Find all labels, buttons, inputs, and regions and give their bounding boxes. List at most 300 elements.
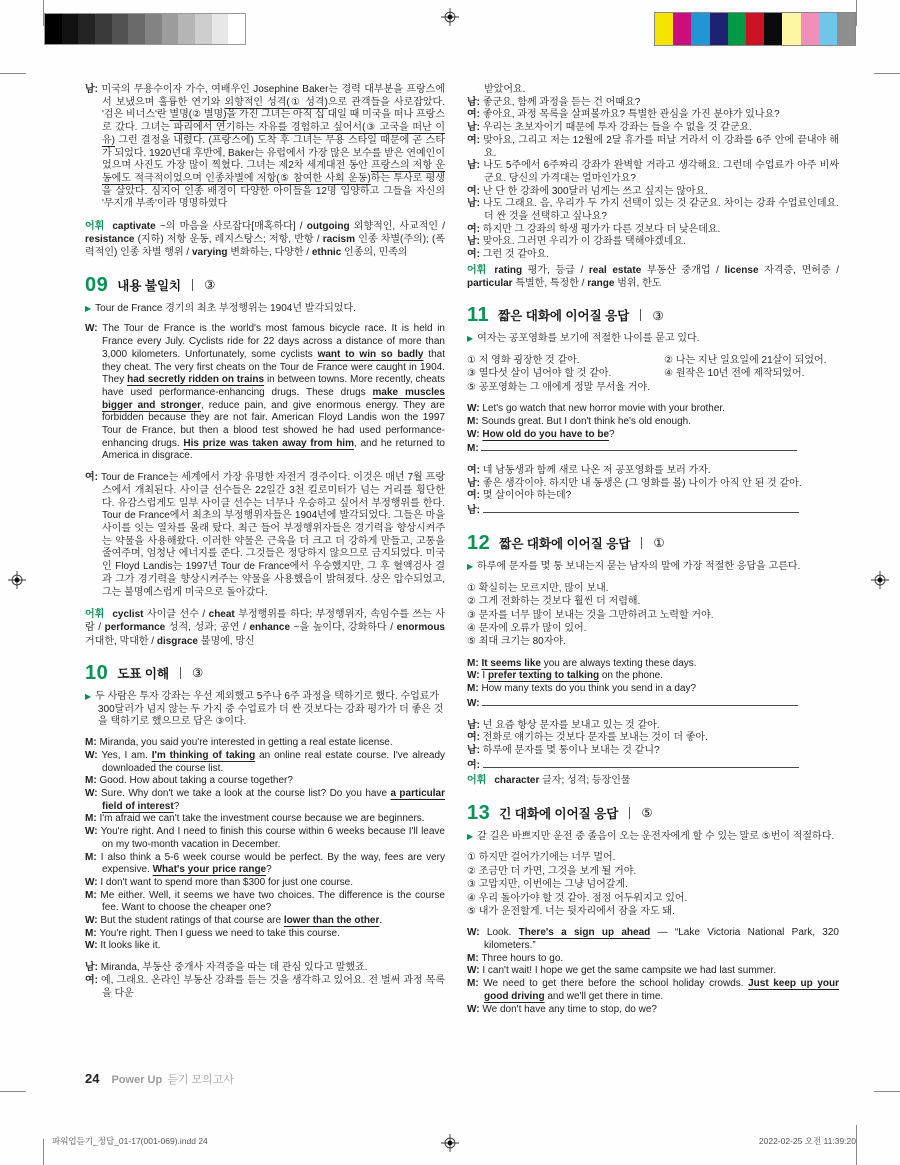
option-item: ④ 원작은 10년 전에 제작되었어.	[664, 368, 805, 380]
text-segment: enhance	[249, 622, 291, 634]
vocabulary-block	[467, 774, 839, 787]
text-segment: you are always texting these days.	[540, 657, 697, 669]
speaker-label: 여:	[467, 185, 483, 197]
arrow-icon: ▶	[85, 691, 92, 701]
calibration-swatch	[837, 13, 855, 45]
dialogue-line	[467, 503, 839, 518]
vocab-label: 어휘	[85, 609, 105, 621]
text-segment: 외향적인 성격(① 성격)	[224, 96, 328, 108]
calibration-swatch	[178, 14, 195, 44]
text-segment: How old do you have to be	[482, 428, 610, 440]
speaker-label: 여:	[467, 134, 484, 146]
dialogue-line	[467, 109, 839, 122]
text-segment: had secretly ridden on trains	[127, 374, 265, 386]
dialogue-line	[467, 236, 839, 249]
text-segment: lower than the other	[283, 915, 380, 927]
speaker-label: W:	[467, 927, 487, 939]
text-segment: 성적, 성과; 공연 /	[165, 622, 250, 634]
speaker-label: M:	[85, 737, 100, 749]
text-segment: 미국의 무용수이자 가수, 여배우인 Josephine Baker는 경력 대부분을 프랑스에서 보냈으며 훌륭한 연기와	[101, 84, 445, 108]
explanation-note	[467, 831, 839, 844]
explanation-note	[467, 561, 839, 574]
calibration-swatch	[710, 13, 728, 45]
text-segment: ?	[609, 428, 615, 440]
text-segment: range	[587, 278, 615, 290]
dialogue-line	[467, 658, 839, 671]
text-segment: 그런 결정을 내렸다. (프랑스에) 도착 후 그녀는 무용 스타일 때문에 곧 스타가 되었다. 1920년대 후반에, Baker는 유럽에서 가장 많은 보수를 받은 연예인이었으며 사진도 가장 많이 찍혔다. 그녀는 제2차 세계대전 동안	[102, 134, 445, 172]
text-segment: We don't have any time to stop, do we?	[482, 1003, 657, 1015]
dialogue-line	[467, 965, 839, 978]
text-segment: 네 남동생과 함께 새로 나온 저 공포영화를 보러 가자.	[482, 465, 711, 477]
section-number: 13	[467, 801, 491, 824]
text-segment: 평가, 등급 /	[522, 264, 589, 276]
text-segment: 부동산 중개업 /	[641, 264, 725, 276]
calibration-swatch	[746, 13, 764, 45]
dialogue-line	[467, 403, 839, 416]
speaker-label: W:	[85, 788, 102, 800]
text-segment: 불명예, 망신	[198, 635, 255, 647]
dialogue-line	[467, 465, 839, 478]
text-segment: 변화하는, 다양한 /	[227, 247, 312, 259]
text-segment: real estate	[588, 264, 642, 276]
calibration-swatch	[112, 14, 129, 44]
dialogue-line	[85, 323, 445, 463]
dialogue-line	[467, 758, 839, 773]
speaker-label: W:	[85, 940, 101, 952]
text-segment: I	[482, 670, 488, 682]
speaker-label: W:	[467, 697, 483, 709]
section-title: 긴 대화에 이어질 응답	[499, 806, 619, 821]
separator	[641, 537, 642, 549]
text-segment: ?	[173, 800, 180, 812]
dialogue-line	[85, 852, 445, 877]
spacer	[467, 456, 839, 465]
text-segment: , reduce pain, and give enormous energy. They are forbidden because they are not fair. American Floyd Landis won the 1997 Tour de France, but then a blood test showed he had used performance-enhancing drugs.	[102, 399, 445, 449]
text-segment: 인종 차별(주의); (폭력적인) 인종 차별 행위 /	[85, 234, 445, 259]
dialogue-line	[85, 826, 445, 851]
calibration-swatch	[691, 13, 709, 45]
text-segment: 으로 관객들을 사로잡았다. '검은 비너스'란	[102, 96, 445, 121]
text-segment: Look.	[486, 927, 519, 939]
response-blank	[483, 503, 799, 513]
text-segment: What's your price range	[152, 864, 267, 876]
left-column	[85, 84, 445, 1016]
arrow-icon: ▶	[467, 831, 474, 841]
speaker-label: M:	[85, 927, 100, 939]
separator	[629, 807, 630, 819]
text-segment: I also think a 5-6 week course would be perfect. By the way, fees are very expensive.	[100, 851, 445, 876]
speaker-label: 여:	[85, 974, 102, 986]
book-title-rest: 듣기 모의고사	[167, 1074, 235, 1086]
text-segment: Miranda, you said you're interested in getting a real estate license.	[99, 737, 393, 749]
option-item: ③ 문자를 너무 많이 보내는 것을 그만하려고 노력할 거야.	[467, 609, 714, 621]
text-segment: 사이클 선수 /	[143, 609, 209, 621]
speaker-label: 남:	[85, 962, 101, 974]
spacer	[85, 953, 445, 962]
text-segment: (지하) 저항 운동, 레지스탕스; 저항, 반항 /	[134, 234, 323, 246]
explanation-note	[85, 303, 445, 316]
text-segment: 맞아요, 그리고 저는 12월에 2달 휴가를 떠날 거라서 이 강좌를 6주 안에 끝내야 해요.	[483, 134, 839, 159]
book-title-bold: Power Up	[111, 1074, 163, 1086]
option-item: ① 확실히는 모르지만, 많이 보내.	[467, 582, 609, 594]
text-segment: ~을 높이다, 강화하다 /	[290, 622, 397, 634]
speaker-label: M:	[467, 952, 482, 964]
section-title: 도표 이해	[117, 666, 170, 681]
text-segment: ethnic	[311, 247, 342, 259]
text-segment: Sure. Why don't we take a look at the course list? Do you have	[101, 788, 391, 800]
text-segment: 전화로 얘기하는 것보다 문자를 보내는 것이 더 좋아.	[482, 732, 708, 744]
calibration-swatch	[655, 13, 673, 45]
dialogue-line	[85, 928, 445, 941]
speaker-label: W:	[467, 670, 483, 682]
speaker-label: W:	[85, 915, 101, 927]
text-segment: 인종의, 민족의	[341, 247, 408, 259]
explanation-note	[85, 691, 445, 729]
text-segment: I'm afraid we can't take the investment course because we are beginners.	[99, 813, 425, 825]
dialogue-line	[467, 953, 839, 966]
page-number: 24	[85, 1071, 100, 1086]
speaker-label: 남:	[467, 505, 483, 517]
vocabulary-block	[85, 220, 445, 260]
option-item: ④ 우리 돌아가야 할 것 같아. 점점 어두워지고 있어.	[467, 892, 688, 904]
right-column	[467, 84, 839, 1016]
text-segment: 갈 길은 바쁘지만 운전 중 졸음이 오는 운전자에게 할 수 있는 말로 ⑤번이 적절하다.	[477, 830, 835, 842]
text-segment: 거대한, 막대한 /	[85, 635, 157, 647]
text-segment: prefer texting to talking	[487, 670, 600, 682]
dialogue-line	[85, 788, 445, 813]
text-segment: 두 사람은 투자 강좌는 우선 제외했고 5주나 6주 과정을 택하기로 했다. 수업료가 300달러가 넘지 않는 두 가지 중 수업료가 더 싼 것보다는 강좌 평가가 더 좋은 것을 택하기로 했으므로 답은 ③이다.	[95, 690, 444, 728]
text-segment: It looks like it.	[100, 940, 161, 952]
crop-mark	[856, 0, 857, 26]
dialogue-line	[467, 122, 839, 135]
dialogue-line	[85, 890, 445, 915]
dialogue-line	[467, 683, 839, 696]
option-item: ② 조금만 더 가면, 그것을 보게 될 거야.	[467, 865, 637, 877]
calibration-swatch	[62, 14, 79, 44]
text-segment: You're right. Then I guess we need to take this course.	[99, 927, 340, 939]
text-segment: 나도 5주에서 6주짜리 강좌가 완벽할 거라고 생각해요. 그런데 수업료가 아주 비싸군요. 당신의 가격대는 얼마인가요?	[483, 160, 839, 184]
calibration-swatch	[45, 14, 62, 44]
dialogue-line	[85, 750, 445, 775]
page-footer	[85, 1071, 234, 1087]
spacer	[467, 711, 839, 720]
text-segment: resistance	[85, 234, 135, 246]
speaker-label: M:	[467, 443, 482, 455]
text-segment: 우리는 초보자이기 때문에 투자 강좌는 들을 수 없을 것 같군요.	[482, 122, 753, 134]
response-blank	[483, 758, 799, 768]
text-segment: You're right. And I need to finish this course within 6 weeks because I'll leave on my two-month vacation in December.	[100, 826, 445, 850]
crop-mark	[856, 1125, 857, 1165]
calibration-swatch	[782, 13, 800, 45]
speaker-label: 남:	[467, 198, 483, 210]
option-item: ① 저 영화 굉장한 것 같아.	[467, 355, 580, 367]
speaker-label: W:	[85, 876, 101, 888]
text-segment: cheat	[208, 609, 235, 621]
option-item: ⑤ 내가 운전할게. 너는 뒷자리에서 잠을 자도 돼.	[467, 905, 675, 917]
vocab-label: 어휘	[467, 264, 487, 276]
calibration-swatch	[162, 14, 179, 44]
text-segment: 하루에 문자를 몇 통 보내는지 묻는 남자의 말에 가장 적절한 응답을 고른다.	[477, 560, 801, 572]
speaker-label: 남:	[467, 744, 483, 756]
grayscale-calibration-bar	[45, 14, 245, 44]
dialogue-line	[467, 416, 839, 429]
dialogue-line	[467, 1004, 839, 1017]
calibration-swatch	[78, 14, 95, 44]
text-segment: 을 가진 그녀는 아직 십 대일 때 미국을 떠나 프랑스로 갔다. 그녀는	[102, 109, 446, 134]
speaker-label: 남:	[467, 719, 483, 731]
answer-key-content	[85, 84, 839, 1016]
separator	[640, 309, 641, 321]
option-item: ⑤ 최대 크기는 80자야.	[467, 636, 566, 648]
crop-mark	[43, 0, 44, 26]
text-segment: disgrace	[156, 635, 198, 647]
speaker-label: W:	[467, 428, 483, 440]
text-segment: 여자는 공포영화를 보기에 적절한 나이를 묻고 있다.	[477, 333, 700, 345]
response-blank	[481, 441, 797, 451]
color-calibration-bar	[655, 13, 855, 45]
section-header	[85, 275, 445, 295]
dialogue-line	[85, 472, 445, 599]
text-segment: It seems like	[481, 657, 541, 669]
print-file-name: 파워업듣기_정답_01-17(001-069).indd 24	[52, 1136, 208, 1146]
text-segment: 좋군요, 함께 과정을 듣는 건 어때요?	[482, 96, 641, 108]
calibration-swatch	[801, 13, 819, 45]
text-segment: rating	[494, 264, 523, 276]
explanation-note	[467, 333, 839, 346]
text-segment: 받았어요.	[484, 84, 526, 95]
speaker-label: 여:	[467, 109, 483, 121]
text-segment: 외향적인, 사교적인 /	[349, 221, 445, 233]
text-segment: Yes, I am.	[101, 749, 152, 761]
text-segment: Tour de France는 세계에서 가장 유명한 자전거 경주이다. 이것은 매년 7월 프랑스에서 개최된다. 사이클 선수들은 22일간 3천 킬로미터가 넘는 거리를 횡단한다. 유감스럽게도 일부 사이클 선수는 너무나 우승하고 싶어서 부정행위를 한다. Tour de France에서 최초의 부정행위자들은 1904년에 발각되었다. 그들은 마을 사이를 잇는 열차를 몰래 탔다. 최근 들어 부정행위자들은 경기력을 향상시켜주는 약물을 사용해왔다. 이러한 약물은 근육을 더 크고 더 강하게 만들고, 고통을 줄여주며, 엄청난 에너지를 준다. 그것들은 정당하지 않으므로 금지되었다. 미국인 Floyd Landis는 1997년 Tour de France에서 우승했지만, 그 후 혈액검사 결과 그가 경기력을 향상시켜주는 약물을 사용했음이 밝혀졌다. 상은 압수되었고, 그는 불명예스럽게 미국으로 돌아갔다.	[100, 472, 445, 598]
text-segment: performance	[104, 622, 166, 634]
answer-options	[467, 582, 839, 649]
text-segment: an online real estate course. I've already downloaded the course list.	[102, 749, 446, 774]
dialogue-line	[467, 720, 839, 733]
speaker-label: M:	[467, 978, 484, 990]
text-segment: particular	[467, 278, 513, 290]
text-segment: on the phone.	[599, 670, 664, 682]
dialogue-line	[85, 975, 445, 1000]
text-segment: Miranda, 부동산 중개사 자격증을 따는 데 관심 있다고 말했죠.	[100, 962, 368, 974]
dialogue-line	[85, 940, 445, 953]
section-number: 11	[467, 304, 490, 327]
dialogue-line	[85, 737, 445, 750]
text-segment: 그런 것 같아요.	[482, 249, 550, 261]
text-segment: The Tour de France is the world's most famous bicycle race. It is held in France every July. Cyclists ride for 22 days across a distance of more than 3,000 kilometers. Unfortunately, some cyclists	[102, 323, 445, 360]
dialogue-line	[467, 97, 839, 110]
text-segment: Just keep up your good driving	[484, 978, 839, 1002]
text-segment: There's a sign up ahead	[518, 927, 651, 939]
section-header	[467, 533, 839, 553]
text-segment: 부정행위를 하다; 부정행위자, 속임수를 쓰는 사람 /	[85, 609, 445, 634]
text-segment: 파리에서 연기하는 자유를 경험하고 싶어서(③ 고국을 떠난 이유)	[102, 122, 445, 146]
dialogue-line	[467, 978, 839, 1003]
text-segment: ~의 마음을 사로잡다[매혹하다] /	[155, 221, 307, 233]
text-segment: character	[494, 775, 540, 787]
text-segment: Three hours to go.	[481, 952, 564, 964]
section-number: 09	[85, 273, 109, 296]
text-segment: 난 단 한 강좌에 300달러 넘게는 쓰고 싶지는 않아요.	[482, 185, 709, 197]
text-segment: make muscles bigger and stronger	[102, 386, 445, 411]
answer-badge: ③	[652, 308, 664, 323]
answer-options	[467, 851, 839, 918]
text-segment: 글자; 성격; 등장인물	[539, 775, 631, 787]
text-segment: How many texts do you think you send in a day?	[481, 683, 697, 695]
dialogue-line	[467, 84, 839, 97]
speaker-label: M:	[467, 415, 482, 427]
speaker-label: M:	[85, 851, 101, 863]
section-header	[85, 663, 445, 683]
text-segment: I don't want to spend more than $300 for just one course.	[100, 876, 353, 888]
option-item: ③ 열다섯 살이 넘어야 할 것 같아.	[467, 368, 612, 380]
separator	[192, 279, 193, 291]
registration-mark-icon	[871, 571, 889, 589]
dialogue-line	[85, 813, 445, 826]
text-segment: 예, 그래요. 온라인 부동산 강좌를 듣는 것을 생각하고 있어요. 전 벌써 과정 목록을 다운	[101, 974, 445, 999]
option-item: ② 나는 지난 일요일에 21살이 되었어.	[664, 355, 827, 367]
arrow-icon: ▶	[85, 303, 92, 313]
speaker-label: M:	[467, 657, 482, 669]
text-segment: and we'll get there in time.	[544, 990, 664, 1002]
dialogue-line	[467, 249, 839, 262]
crop-mark	[874, 73, 900, 74]
text-segment: a particular field of interest	[102, 788, 445, 812]
option-item: ② 그게 전화하는 것보다 훨씬 더 저렴해.	[467, 596, 641, 608]
speaker-label: 남:	[467, 160, 484, 172]
text-segment: want to win so badly	[317, 348, 424, 360]
text-segment: 나도 그래요. 음, 우리가 두 가지 선택이 있는 것 같군요. 차이는 강좌 수업료인데요. 더 싼 것을 선택하고 싶나요?	[482, 198, 839, 223]
dialogue-line	[467, 478, 839, 491]
speaker-label: 여:	[85, 472, 101, 484]
text-segment: Let's go watch that new horror movie with your brother.	[482, 403, 725, 415]
section-number: 12	[467, 531, 491, 554]
speaker-label: 남:	[467, 96, 483, 108]
text-segment: — “Lake Victoria National Park, 320 kilometers.”	[484, 927, 839, 952]
dialogue-line	[85, 84, 445, 211]
section-title: 내용 불일치	[117, 278, 182, 293]
speaker-label: 남:	[467, 236, 483, 248]
calibration-swatch	[212, 14, 229, 44]
crop-mark	[43, 1139, 44, 1165]
text-segment: ?	[266, 864, 272, 876]
option-item: ① 하지만 걸어가기에는 너무 멀어.	[467, 852, 616, 864]
text-segment: Sounds great. But I don't think he's old enough.	[481, 415, 691, 427]
text-segment: I'm thinking of taking	[151, 749, 256, 761]
text-segment: 좋은 생각이야. 하지만 내 동생은 (그 영화를 볼) 나이가 아직 안 된 것 같아.	[482, 477, 802, 489]
text-segment: 맞아요. 그러면 우리가 이 강좌를 택해야겠네요.	[482, 236, 686, 248]
speaker-label: W:	[467, 403, 483, 415]
dialogue-line	[467, 224, 839, 237]
section-number: 10	[85, 661, 109, 684]
speaker-label: W:	[85, 749, 102, 761]
text-segment: .	[379, 915, 383, 927]
text-segment: Me either. Well, it seems we have two choices. The difference is the course fee. Want to choose the cheaper one?	[100, 889, 445, 914]
answer-badge: ①	[653, 536, 665, 551]
speaker-label: W:	[85, 826, 101, 838]
text-segment: that they cheat. The very first cheats on the Tour de France were caught in 1904. They	[102, 348, 445, 386]
speaker-label: 여:	[467, 490, 483, 502]
calibration-swatch	[819, 13, 837, 45]
text-segment: 하루에 문자를 몇 통이나 보내는 것 같니?	[482, 744, 660, 756]
speaker-label: M:	[85, 813, 100, 825]
dialogue-line	[467, 429, 839, 442]
dialogue-line	[467, 441, 839, 456]
speaker-label: 남:	[85, 84, 102, 95]
dialogue-line	[85, 775, 445, 788]
text-segment: 별명(② 별명)	[169, 109, 227, 121]
text-segment: 범위, 한도	[614, 278, 662, 290]
dialogue-line	[467, 670, 839, 683]
option-item: ⑤ 공포영화는 그 애에게 정말 무서울 거야.	[467, 381, 650, 393]
dialogue-line	[467, 198, 839, 223]
text-segment: 하는 투사로 평생을 살았다. 심지어 인종 배경이 다양한 아이들을 12명 입양하고 그들을 자신의 '무지개 부족'이라 명명하였다	[102, 172, 445, 210]
text-segment: I can't wait! I hope we get the same campsite we had last summer.	[482, 965, 777, 977]
calibration-swatch	[764, 13, 782, 45]
calibration-swatch	[195, 14, 212, 44]
answer-options	[467, 354, 839, 394]
dialogue-line	[85, 877, 445, 890]
text-segment: license	[724, 264, 759, 276]
calibration-swatch	[673, 13, 691, 45]
text-segment: But the student ratings of that course are	[100, 915, 284, 927]
crop-mark	[0, 73, 26, 74]
text-segment: racism	[322, 234, 355, 246]
text-segment: cyclist	[112, 609, 144, 621]
section-title: 짧은 대화에 이어질 응답	[498, 309, 630, 324]
answer-badge: ③	[204, 278, 216, 293]
speaker-label: 여:	[467, 732, 483, 744]
text-segment: 특별한, 특정한 /	[512, 278, 588, 290]
speaker-label: 여:	[467, 465, 483, 477]
speaker-label: 남:	[467, 477, 483, 489]
section-header	[467, 803, 839, 823]
text-segment: , and he returned to America in disgrace.	[102, 437, 445, 462]
separator	[180, 667, 181, 679]
crop-mark	[0, 1091, 26, 1092]
vocabulary-block	[467, 264, 839, 290]
text-segment: 자격증, 면허증 /	[758, 264, 839, 276]
text-segment: Good. How about taking a course together?	[99, 775, 293, 787]
dialogue-line	[85, 962, 445, 975]
calibration-swatch	[228, 14, 245, 44]
registration-mark-icon	[8, 571, 26, 589]
speaker-label: W:	[85, 323, 103, 335]
dialogue-line	[467, 160, 839, 185]
speaker-label: M:	[467, 683, 482, 695]
print-timestamp: 2022-02-25 오전 11:39:20	[758, 1136, 856, 1146]
text-segment: Tour de France 경기의 최초 부정행위는 1904년 발각되었다.	[95, 302, 356, 314]
vocab-label: 어휘	[467, 775, 487, 787]
text-segment: We need to get there before the school holiday crowds.	[483, 978, 749, 990]
option-item: ③ 고맙지만, 이번에는 그냥 넘어갈게.	[467, 879, 628, 891]
vocabulary-block	[85, 608, 445, 648]
dialogue-line	[467, 135, 839, 160]
speaker-label: W:	[467, 1003, 483, 1015]
dialogue-line	[467, 186, 839, 199]
dialogue-line	[467, 745, 839, 758]
arrow-icon: ▶	[467, 561, 474, 571]
registration-mark-icon	[441, 8, 459, 26]
dialogue-line	[85, 915, 445, 928]
arrow-icon: ▶	[467, 334, 474, 344]
text-segment: in between towns. More recently, cheats have used performance-enhancing drugs. These drugs	[102, 374, 445, 398]
dialogue-line	[467, 732, 839, 745]
answer-badge: ⑤	[641, 806, 653, 821]
text-segment: 프랑스의 저항 운동에도 적극적이었으며 인종차별에 저항(⑤ 참여한 사회 운동)	[102, 160, 445, 184]
section-header	[467, 305, 839, 325]
crop-mark	[874, 1091, 900, 1092]
